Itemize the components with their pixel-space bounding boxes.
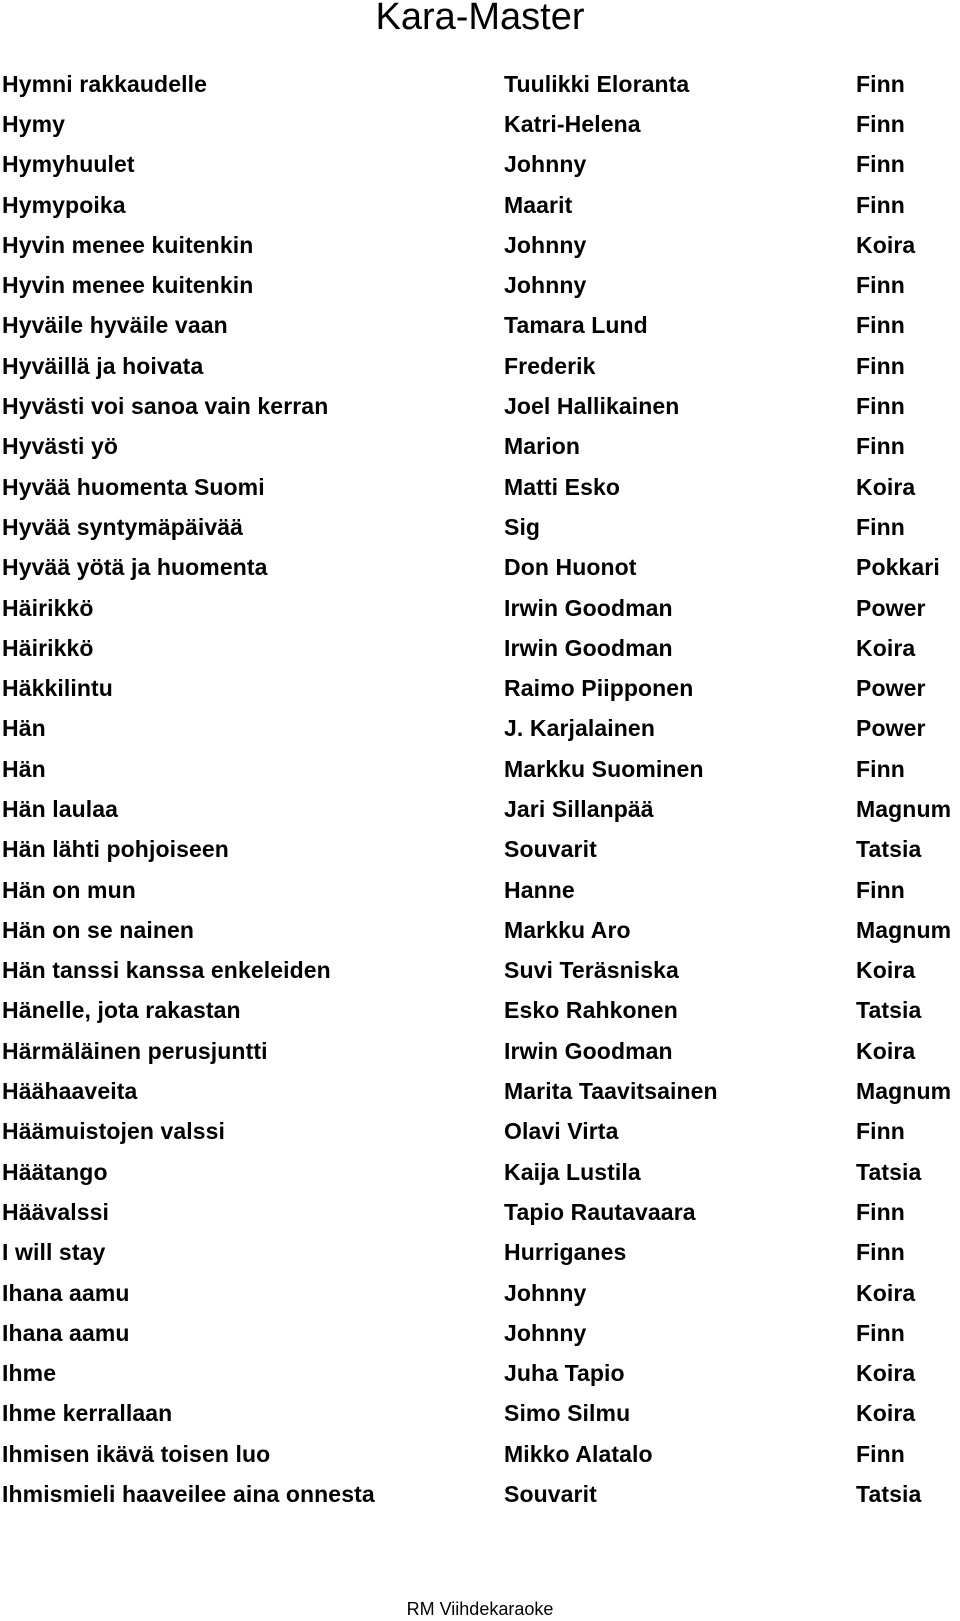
table-row	[2, 1071, 960, 1111]
song-label: Koira	[856, 634, 916, 661]
song-label: Finn	[856, 312, 905, 339]
song-artist: Johnny	[504, 1279, 587, 1306]
table-row	[2, 1313, 960, 1353]
song-artist: Tuulikki Eloranta	[504, 70, 690, 97]
song-title: Häätango	[2, 1158, 108, 1185]
song-artist: Markku Suominen	[504, 755, 704, 782]
table-row	[2, 870, 960, 910]
table-row	[2, 104, 960, 144]
song-title: Hyvin menee kuitenkin	[2, 272, 254, 299]
song-title: Ihme	[2, 1360, 57, 1387]
table-row	[2, 1192, 960, 1232]
table-row	[2, 910, 960, 950]
song-title: Hän on se nainen	[2, 916, 195, 943]
song-artist: Esko Rahkonen	[504, 997, 678, 1024]
table-row	[2, 306, 960, 346]
song-label: Power	[856, 715, 926, 742]
song-title: Ihme kerrallaan	[2, 1400, 173, 1427]
song-label: Koira	[856, 957, 916, 984]
song-artist: Matti Esko	[504, 473, 621, 500]
song-artist: Kaija Lustila	[504, 1158, 641, 1185]
table-row	[2, 386, 960, 426]
song-title: Hän lähti pohjoiseen	[2, 836, 229, 863]
table-row	[2, 588, 960, 628]
song-label: Koira	[856, 473, 916, 500]
song-title: Hyvästi voi sanoa vain kerran	[2, 393, 329, 420]
song-artist: Raimo Piipponen	[504, 675, 694, 702]
song-artist: Souvarit	[504, 1481, 597, 1508]
table-row	[2, 64, 960, 104]
song-title: Häämuistojen valssi	[2, 1118, 226, 1145]
song-label: Finn	[856, 755, 905, 782]
table-row	[2, 1394, 960, 1434]
song-title: Hyvää yötä ja huomenta	[2, 554, 268, 581]
song-label: Finn	[856, 272, 905, 299]
song-artist: Mikko Alatalo	[504, 1440, 653, 1467]
song-label: Finn	[856, 513, 905, 540]
song-label: Finn	[856, 151, 905, 178]
table-row	[2, 548, 960, 588]
song-list	[2, 64, 960, 1515]
song-artist: Jari Sillanpää	[504, 795, 654, 822]
song-artist: Marion	[504, 433, 580, 460]
table-row	[2, 1273, 960, 1313]
table-row	[2, 1112, 960, 1152]
song-label: Magnum	[856, 1078, 952, 1105]
table-row	[2, 467, 960, 507]
song-title: Hyvää huomenta Suomi	[2, 473, 265, 500]
table-row	[2, 1434, 960, 1474]
song-label: Koira	[856, 231, 916, 258]
table-row	[2, 1474, 960, 1514]
table-row	[2, 145, 960, 185]
song-title: Häirikkö	[2, 634, 94, 661]
song-label: Magnum	[856, 916, 952, 943]
song-artist: Sig	[504, 513, 541, 540]
song-title: Hän on mun	[2, 876, 136, 903]
table-row	[2, 427, 960, 467]
table-row	[2, 185, 960, 225]
song-artist: Frederik	[504, 352, 596, 379]
song-artist: Johnny	[504, 151, 587, 178]
song-title: Härmäläinen perusjuntti	[2, 1037, 268, 1064]
song-label: Tatsia	[856, 1158, 922, 1185]
song-title: Ihana aamu	[2, 1319, 130, 1346]
song-label: Magnum	[856, 795, 952, 822]
page-title: Kara-Master	[375, 0, 585, 38]
table-row	[2, 628, 960, 668]
song-table	[2, 64, 960, 1515]
song-title: Hymyhuulet	[2, 151, 135, 178]
song-artist: Johnny	[504, 231, 587, 258]
song-title: Hymy	[2, 110, 66, 137]
table-row	[2, 749, 960, 789]
song-artist: Simo Silmu	[504, 1400, 631, 1427]
song-artist: Irwin Goodman	[504, 1037, 673, 1064]
table-row	[2, 346, 960, 386]
song-title: Häirikkö	[2, 594, 94, 621]
song-artist: Irwin Goodman	[504, 634, 673, 661]
song-title: Hän	[2, 715, 46, 742]
song-label: Power	[856, 594, 926, 621]
table-row	[2, 1031, 960, 1071]
song-label: Finn	[856, 70, 905, 97]
song-artist: Tapio Rautavaara	[504, 1198, 696, 1225]
song-title: Häävalssi	[2, 1198, 110, 1225]
song-label: Finn	[856, 1239, 905, 1266]
song-title: Ihmismieli haaveilee aina onnesta	[2, 1481, 375, 1508]
song-artist: Juha Tapio	[504, 1360, 625, 1387]
table-row	[2, 951, 960, 991]
song-artist: Don Huonot	[504, 554, 637, 581]
song-label: Koira	[856, 1400, 916, 1427]
song-label: Tatsia	[856, 1481, 922, 1508]
table-row	[2, 1152, 960, 1192]
song-label: Koira	[856, 1360, 916, 1387]
song-artist: Olavi Virta	[504, 1118, 619, 1145]
song-label: Koira	[856, 1037, 916, 1064]
song-artist: Hanne	[504, 876, 575, 903]
song-label: Finn	[856, 110, 905, 137]
song-artist: Johnny	[504, 272, 587, 299]
song-artist: Tamara Lund	[504, 312, 648, 339]
song-label: Tatsia	[856, 997, 922, 1024]
page-footer: RM Viihdekaraoke	[406, 1599, 554, 1619]
song-artist: Maarit	[504, 191, 573, 218]
song-label: Finn	[856, 191, 905, 218]
song-label: Finn	[856, 352, 905, 379]
song-title: Hymni rakkaudelle	[2, 70, 207, 97]
song-label: Finn	[856, 1440, 905, 1467]
song-title: I will stay	[2, 1239, 106, 1266]
song-label: Koira	[856, 1279, 916, 1306]
song-label: Finn	[856, 1198, 905, 1225]
song-title: Hän laulaa	[2, 795, 119, 822]
song-artist: Markku Aro	[504, 916, 631, 943]
song-artist: Irwin Goodman	[504, 594, 673, 621]
song-artist: Johnny	[504, 1319, 587, 1346]
song-label: Finn	[856, 433, 905, 460]
song-title: Ihana aamu	[2, 1279, 130, 1306]
song-label: Finn	[856, 1118, 905, 1145]
song-title: Hyvää syntymäpäivää	[2, 513, 243, 540]
song-title: Hän	[2, 755, 46, 782]
song-title: Hyvin menee kuitenkin	[2, 231, 254, 258]
song-label: Tatsia	[856, 836, 922, 863]
song-label: Finn	[856, 876, 905, 903]
table-row	[2, 668, 960, 708]
song-label: Finn	[856, 1319, 905, 1346]
song-title: Hyvästi yö	[2, 433, 119, 460]
song-title: Häkkilintu	[2, 675, 113, 702]
song-title: Ihmisen ikävä toisen luo	[2, 1440, 271, 1467]
table-row	[2, 830, 960, 870]
song-label: Finn	[856, 393, 905, 420]
song-artist: Katri-Helena	[504, 110, 641, 137]
song-label: Pokkari	[856, 554, 940, 581]
table-row	[2, 991, 960, 1031]
song-title: Hyväillä ja hoivata	[2, 352, 204, 379]
table-row	[2, 265, 960, 305]
song-title: Hän tanssi kanssa enkeleiden	[2, 957, 331, 984]
song-artist: Marita Taavitsainen	[504, 1078, 718, 1105]
table-row	[2, 709, 960, 749]
song-artist: Joel Hallikainen	[504, 393, 680, 420]
table-row	[2, 1233, 960, 1273]
table-row	[2, 1354, 960, 1394]
song-artist: Souvarit	[504, 836, 597, 863]
song-artist: J. Karjalainen	[504, 715, 655, 742]
song-title: Hänelle, jota rakastan	[2, 997, 241, 1024]
song-label: Power	[856, 675, 926, 702]
song-artist: Hurriganes	[504, 1239, 627, 1266]
song-title: Hymypoika	[2, 191, 126, 218]
table-row	[2, 789, 960, 829]
song-title: Häähaaveita	[2, 1078, 138, 1105]
song-title: Hyväile hyväile vaan	[2, 312, 228, 339]
table-row	[2, 225, 960, 265]
song-artist: Suvi Teräsniska	[504, 957, 679, 984]
table-row	[2, 507, 960, 547]
